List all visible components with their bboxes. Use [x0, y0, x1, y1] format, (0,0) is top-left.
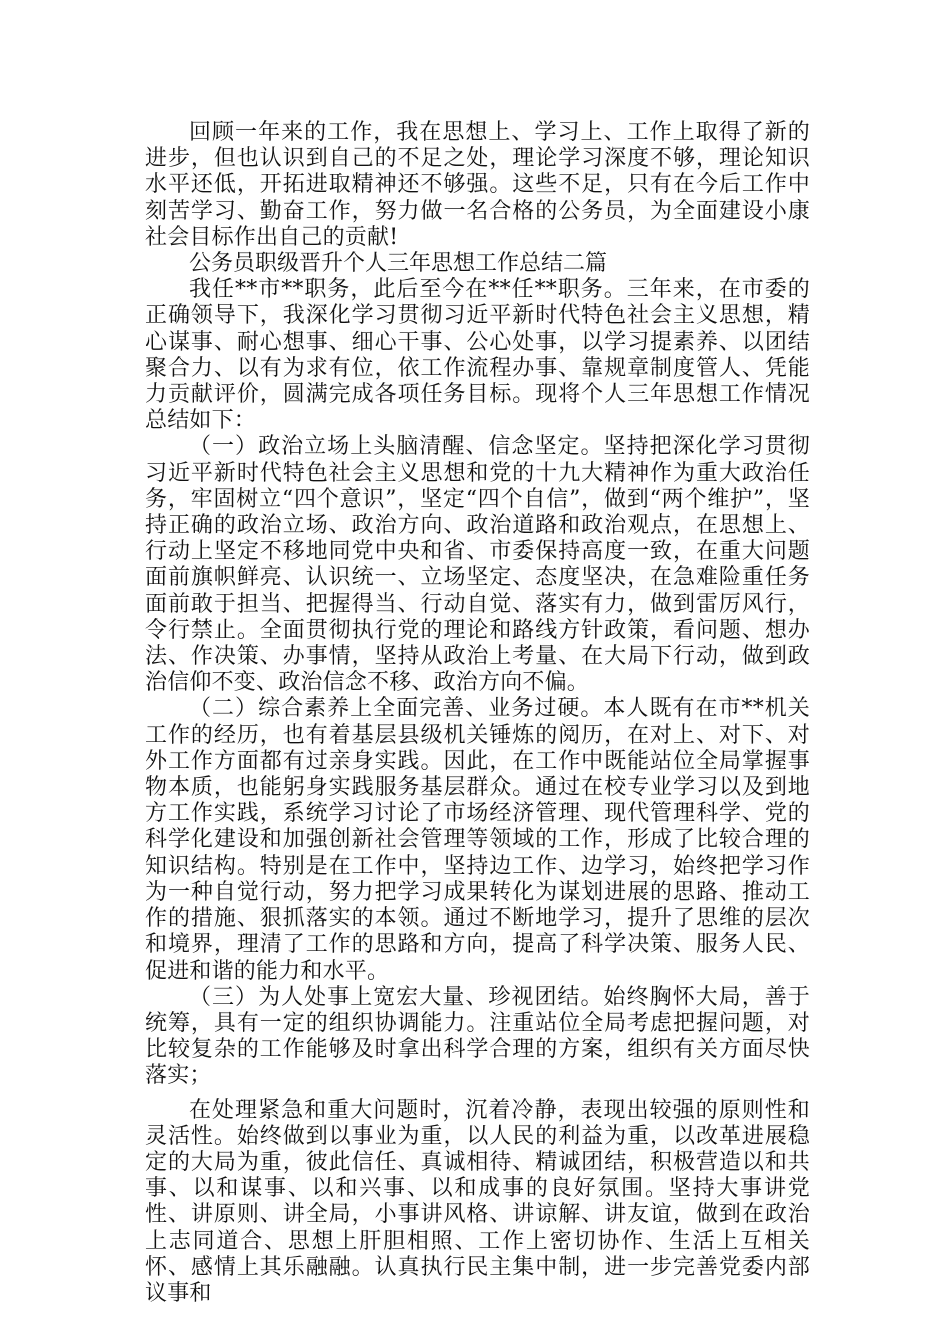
- document-title: 公务员职级晋升个人三年思想工作总结二篇: [189, 251, 608, 277]
- paragraph-conclusion: 回顾一年来的工作，我在思想上、学习上、工作上取得了新的进步，但也认识到自己的不足之处，理论学习深度不够，理论知识水平还低，开拓进取精神还不够强。这些不足，只有在今后工作中刻苦学习、勤奋工作，努力做一名合格的公务员，为全面建设小康社会目标作出自己的贡献!: [145, 120, 810, 250]
- paragraph-intro: 我任**市**职务，此后至今在**任**职务。三年来，在市委的正确领导下，我深化学习贯彻习近平新时代特色社会主义思想，精心谋事、耐心想事、细心干事、公心处事，以学习提素养、以团结聚合力、以有为求有位，依工作流程办事、靠规章制度管人、凭能力贡献评价，圆满完成各项任务目标。现将个人三年思想工作情况总结如下：: [145, 277, 810, 434]
- paragraph-political-stance: （一）政治立场上头脑清醒、信念坚定。坚持把深化学习贯彻习近平新时代特色社会主义思想和党的十九大精神作为重大政治任务，牢固树立“四个意识”，坚定“四个自信”，做到“两个维护”，坚持正确的政治立场、政治方向、政治道路和政治观点，在思想上、行动上坚定不移地同党中央和省、市委保持高度一致，在重大问题面前旗帜鲜亮、认识统一、立场坚定、态度坚决，在急难险重任务面前敢于担当、把握得当、行动自觉、落实有力，做到雷厉风行，令行禁止。全面贯彻执行党的理论和路线方针政策，看问题、想办法、作决策、办事情，坚持从政治上考量、在大局下行动，做到政治信仰不变、政治信念不移、政治方向不偏。: [145, 434, 810, 696]
- document-page: [145, 120, 810, 1307]
- paragraph-emergency-handling: 在处理紧急和重大问题时，沉着冷静，表现出较强的原则性和灵活性。始终做到以事业为重，以人民的利益为重，以改革进展稳定的大局为重，彼此信任、真诚相待、精诚团结，积极营造以和共事、以和谋事、以和兴事、以和成事的良好氛围。坚持大事讲党性、讲原则、讲全局，小事讲风格、讲谅解、讲友谊，做到在政治上志同道合、思想上肝胆相照、工作上密切协作、生活上互相关怀、感情上其乐融融。认真执行民主集中制，进一步完善党委内部议事和: [145, 1097, 810, 1306]
- paragraph-interpersonal: （三）为人处事上宽宏大量、珍视团结。始终胸怀大局，善于统筹，具有一定的组织协调能力。注重站位全局考虑把握问题，对比较复杂的工作能够及时拿出科学合理的方案，组织有关方面尽快落实；: [145, 984, 810, 1089]
- paragraph-comprehensive-quality: （二）综合素养上全面完善、业务过硬。本人既有在市**机关工作的经历，也有着基层县级机关锤炼的阅历，在对上、对下、对外工作方面都有过亲身实践。因此，在工作中既能站位全局掌握事物本质，也能躬身实践服务基层群众。通过在校专业学习以及到地方工作实践，系统学习讨论了市场经济管理、现代管理科学、党的科学化建设和加强创新社会管理等领域的工作，形成了比较合理的知识结构。特别是在工作中，坚持边工作、边学习，始终把学习作为一种自觉行动，努力把学习成果转化为谋划进展的思路、推动工作的措施、狠抓落实的本领。通过不断地学习，提升了思维的层次和境界，理清了工作的思路和方向，提高了科学决策、服务人民、促进和谐的能力和水平。: [145, 696, 810, 984]
